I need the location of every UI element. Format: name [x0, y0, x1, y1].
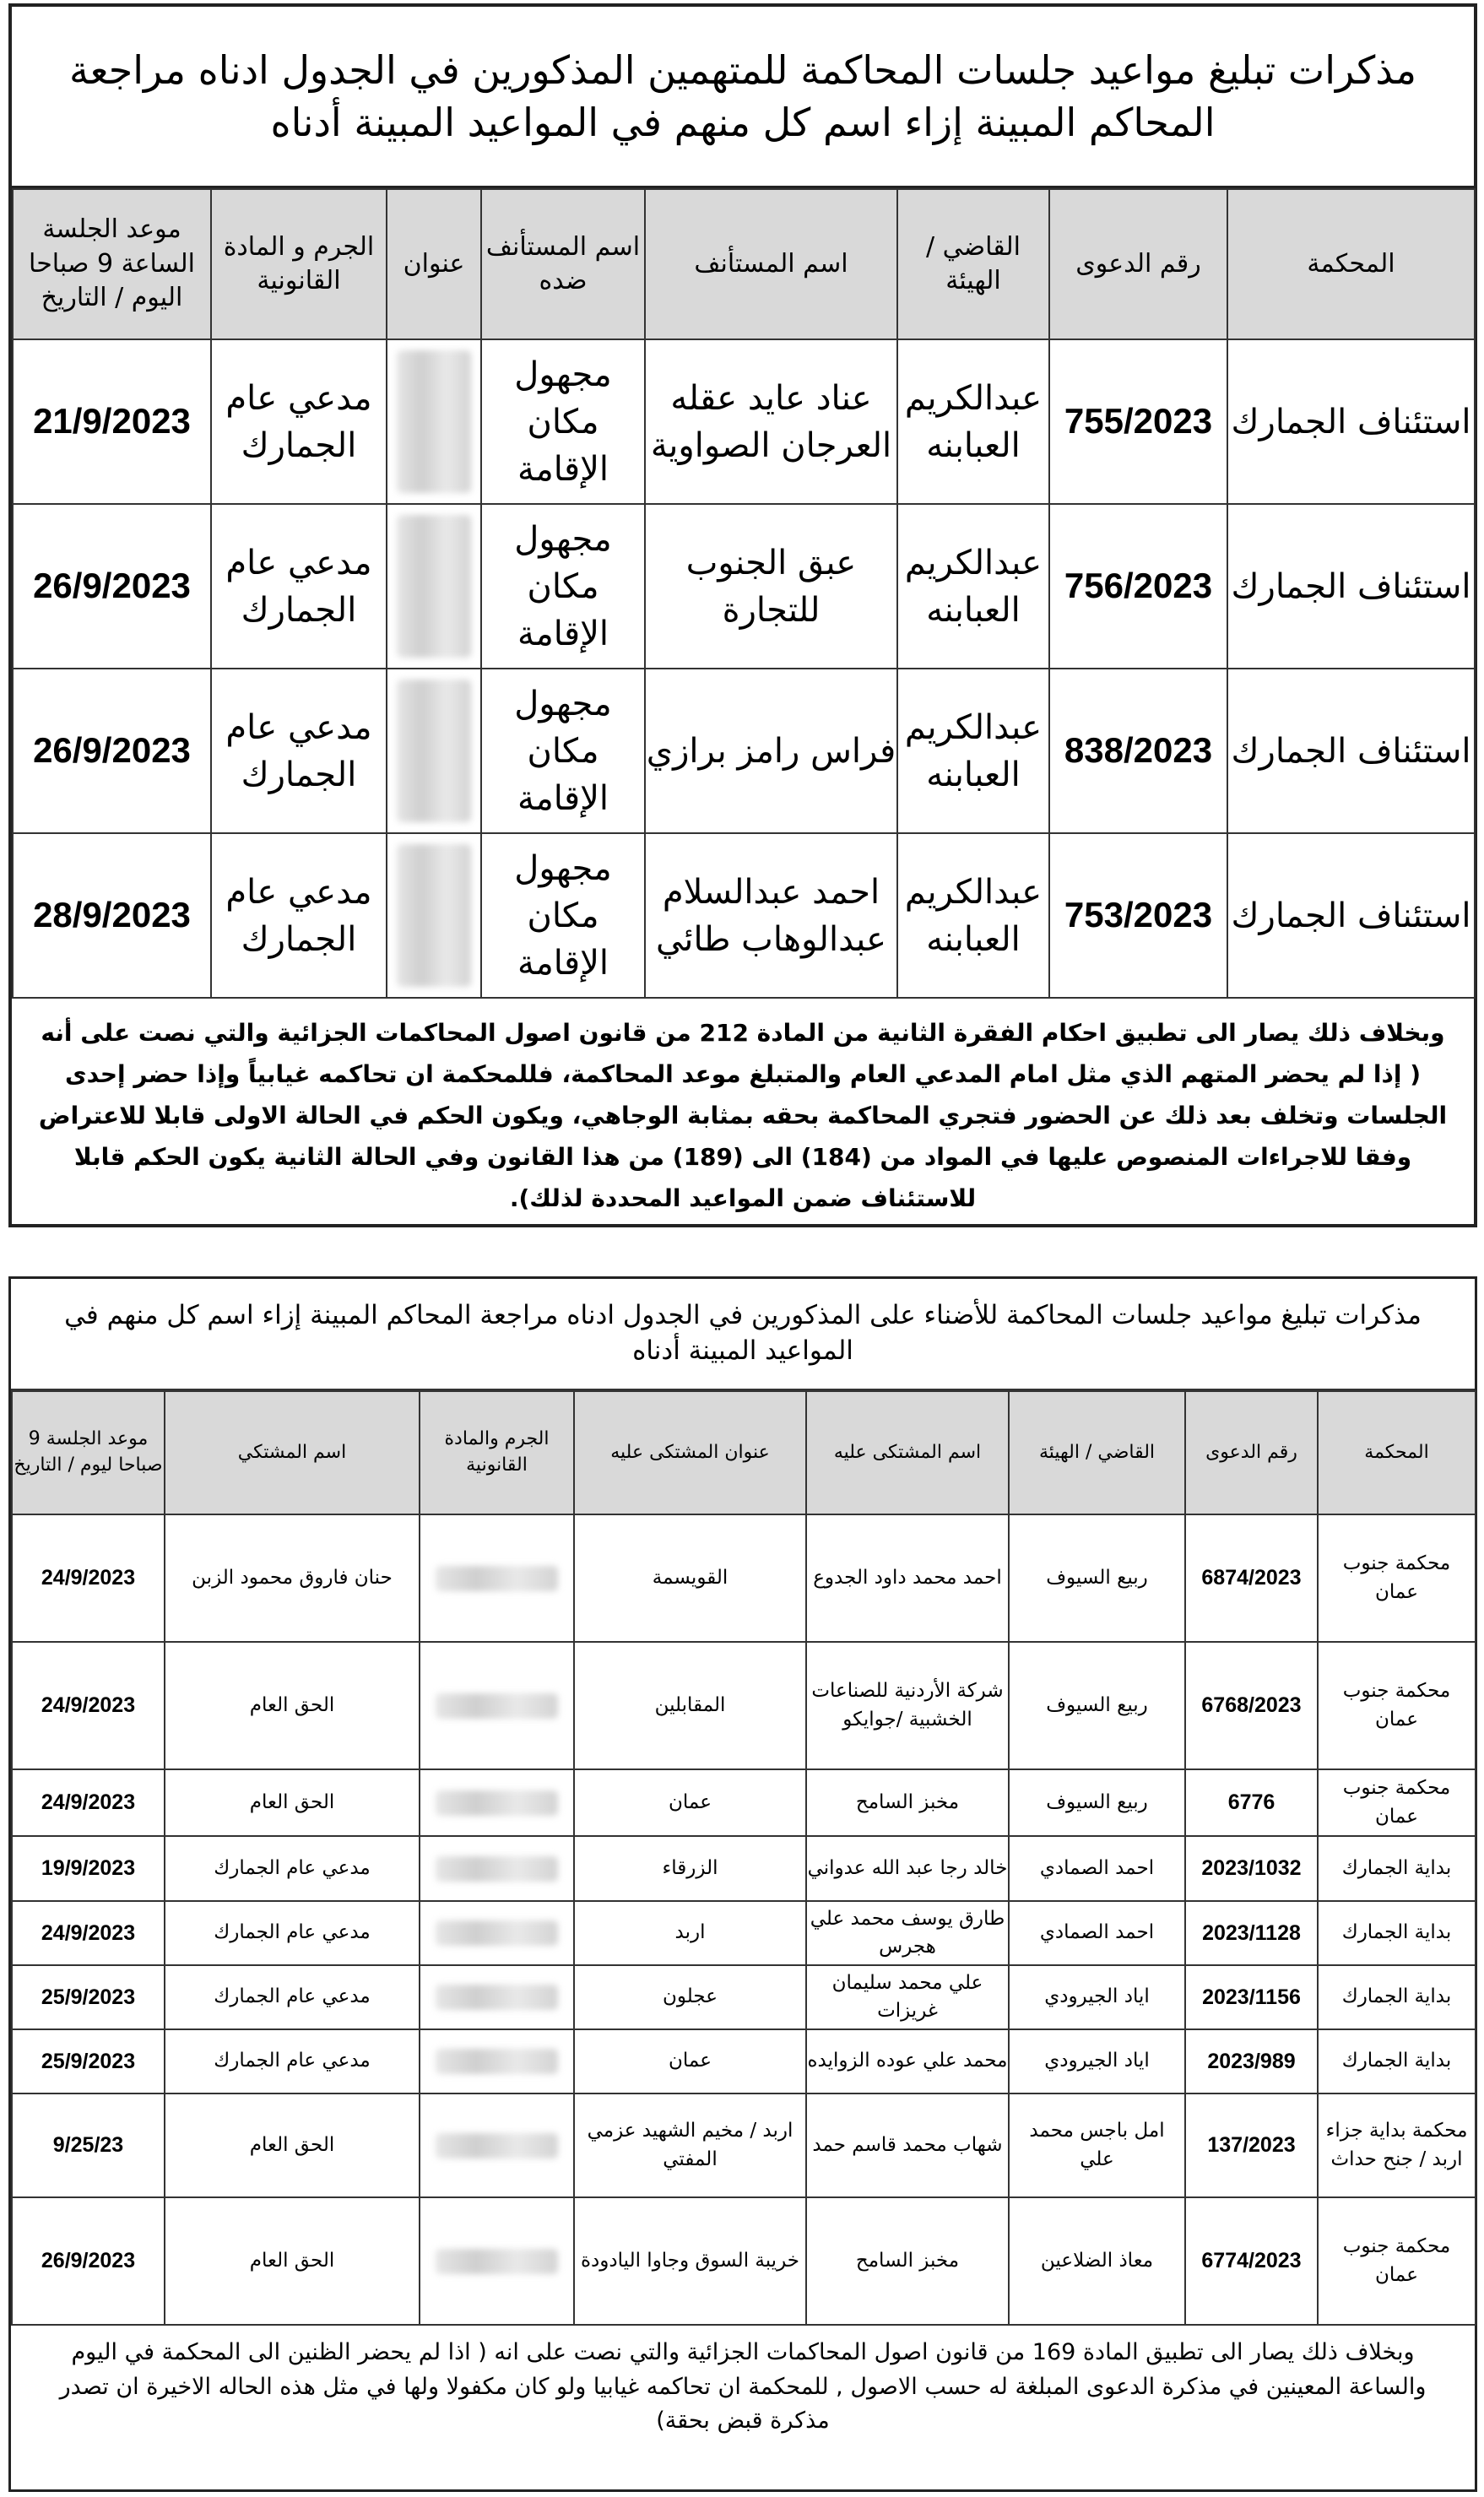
date-cell: 24/9/2023 [12, 1769, 165, 1836]
date-cell: 26/9/2023 [12, 2197, 165, 2325]
column-header: اسم المشتكى عليه [806, 1391, 1009, 1514]
column-header: المحكمة [1227, 189, 1475, 339]
column-header: اسم المستأنف [645, 189, 897, 339]
table-row [12, 1769, 1476, 1836]
address-cell: الزرقاء [574, 1836, 806, 1901]
date-cell: 26/9/2023 [13, 669, 211, 833]
complainant-cell: مدعي عام الجمارك [165, 1836, 420, 1901]
column-header: موعد الجلسة الساعة 9 صباحا اليوم / التاريخ [13, 189, 211, 339]
redaction-blur [436, 2249, 558, 2274]
date-cell: 25/9/2023 [12, 1965, 165, 2029]
address-cell: عمان [574, 2029, 806, 2093]
case-number-cell: 838/2023 [1049, 669, 1227, 833]
judge-cell: عبدالكريم العبابنه [897, 339, 1049, 504]
address-cell: خريبة السوق وجاوا اليادودة [574, 2197, 806, 2325]
court-cell: محكمة جنوب عمان [1318, 2197, 1476, 2325]
defendant-cell: علي محمد سليمان غريزات [806, 1965, 1009, 2029]
appellant-cell: فراس رامز برازي [645, 669, 897, 833]
table-row [12, 2029, 1476, 2093]
case-number-cell: 6874/2023 [1185, 1514, 1318, 1642]
judge-cell: عبدالكريم العبابنه [897, 669, 1049, 833]
crime-cell: مدعي عام الجمارك [211, 339, 387, 504]
judge-cell: عبدالكريم العبابنه [897, 833, 1049, 998]
column-header: رقم الدعوى [1185, 1391, 1318, 1514]
redaction-blur [436, 1790, 558, 1816]
date-cell: 9/25/23 [12, 2093, 165, 2197]
column-header: القاضي / الهيئة [1009, 1391, 1185, 1514]
address-cell: عجلون [574, 1965, 806, 2029]
redaction-blur [436, 1566, 558, 1591]
court-cell: محكمة بداية جزاء اربد / جنح حداث [1318, 2093, 1476, 2197]
court-cell: بداية الجمارك [1318, 2029, 1476, 2093]
judge-cell: ربيع السيوف [1009, 1514, 1185, 1642]
address-cell: القويسمة [574, 1514, 806, 1642]
crime-cell-redacted [420, 2093, 574, 2197]
notice-defendants [8, 1276, 1477, 2492]
defendant-cell: محمد علي عوده الزوايده [806, 2029, 1009, 2093]
table-row [13, 669, 1475, 833]
notice-appeals [8, 3, 1477, 1227]
crime-cell-redacted [420, 2029, 574, 2093]
complainant-cell: الحق العام [165, 2093, 420, 2197]
redaction-blur [436, 2133, 558, 2158]
crime-cell-redacted [420, 1965, 574, 2029]
case-number-cell: 2023/1128 [1185, 1901, 1318, 1965]
court-cell: استئناف الجمارك [1227, 833, 1475, 998]
table-row [12, 1836, 1476, 1901]
case-number-cell: 137/2023 [1185, 2093, 1318, 2197]
court-cell: بداية الجمارك [1318, 1901, 1476, 1965]
redaction-blur [397, 844, 471, 988]
column-header: موعد الجلسة 9 صباحا ليوم / التاريخ [12, 1391, 165, 1514]
notice-title: مذكرات تبليغ مواعيد جلسات المحاكمة للمتهمين المذكورين في الجدول ادناه مراجعة المحاكم المبينة إزاء اسم كل منهم في المواعيد المبينة أدناه [12, 7, 1474, 188]
case-number-cell: 6776 [1185, 1769, 1318, 1836]
date-cell: 21/9/2023 [13, 339, 211, 504]
case-number-cell: 756/2023 [1049, 504, 1227, 669]
respondent-cell: مجهول مكان الإقامة [481, 504, 645, 669]
table-row [12, 1901, 1476, 1965]
defendant-cell: طارق يوسف محمد علي هجرس [806, 1901, 1009, 1965]
address-cell-redacted [387, 669, 481, 833]
date-cell: 24/9/2023 [12, 1514, 165, 1642]
table-row [13, 339, 1475, 504]
column-header: اسم المشتكي [165, 1391, 420, 1514]
notice-title: مذكرات تبليغ مواعيد جلسات المحاكمة للأضناء على المذكورين في الجدول ادناه مراجعة المحاكم المبينة إزاء اسم كل منهم في المواعيد المبينة أدناه [11, 1279, 1475, 1390]
table-row [12, 2093, 1476, 2197]
column-header: الجرم والمادة القانونية [420, 1391, 574, 1514]
complainant-cell: مدعي عام الجمارك [165, 1901, 420, 1965]
address-cell-redacted [387, 339, 481, 504]
address-cell-redacted [387, 833, 481, 998]
table-row [12, 1642, 1476, 1769]
redaction-blur [436, 1693, 558, 1719]
respondent-cell: مجهول مكان الإقامة [481, 833, 645, 998]
complainant-cell: الحق العام [165, 1769, 420, 1836]
defendant-cell: احمد محمد داود الجدوع [806, 1514, 1009, 1642]
redaction-blur [436, 1856, 558, 1882]
legal-note: وبخلاف ذلك يصار الى تطبيق المادة 169 من قانون اصول المحاكمات الجزائية والتي نصت على انه ( اذا لم يحضر الظنين الى المحكمة في اليوم والساعة المعينين في مذكرة الدعوى المبلغة له حسب الاصول , للمحكمة ان تحاكمه غيابيا ولو كان مكفولا ولها في مثل هذه الحاله الاخيرة ان تصدر مذكرة قبض بحقة) [59, 2339, 1427, 2434]
case-number-cell: 2023/1032 [1185, 1836, 1318, 1901]
date-cell: 25/9/2023 [12, 2029, 165, 2093]
redaction-blur [436, 1920, 558, 1946]
table-row [13, 833, 1475, 998]
defendant-cell: خالد رجا عبد الله عدواني [806, 1836, 1009, 1901]
judge-cell: اياد الجيرودي [1009, 1965, 1185, 2029]
case-number-cell: 6768/2023 [1185, 1642, 1318, 1769]
complainant-cell: مدعي عام الجمارك [165, 1965, 420, 2029]
crime-cell: مدعي عام الجمارك [211, 833, 387, 998]
case-number-cell: 755/2023 [1049, 339, 1227, 504]
defendant-cell: شركة الأردنية للصناعات الخشبية /جوايكو [806, 1642, 1009, 1769]
case-number-cell: 6774/2023 [1185, 2197, 1318, 2325]
crime-cell-redacted [420, 1514, 574, 1642]
column-header: الجرم و المادة القانونية [211, 189, 387, 339]
table-row [12, 2197, 1476, 2325]
judge-cell: ربيع السيوف [1009, 1769, 1185, 1836]
column-header: رقم الدعوى [1049, 189, 1227, 339]
crime-cell-redacted [420, 1836, 574, 1901]
address-cell: عمان [574, 1769, 806, 1836]
court-cell: استئناف الجمارك [1227, 504, 1475, 669]
column-header: اسم المستأنف ضده [481, 189, 645, 339]
appellant-cell: عناد عايد عقله العرجان الصواوية [645, 339, 897, 504]
date-cell: 19/9/2023 [12, 1836, 165, 1901]
case-number-cell: 753/2023 [1049, 833, 1227, 998]
case-number-cell: 2023/1156 [1185, 1965, 1318, 2029]
judge-cell: امل باجس محمد علي [1009, 2093, 1185, 2197]
date-cell: 24/9/2023 [12, 1901, 165, 1965]
court-cell: استئناف الجمارك [1227, 669, 1475, 833]
judge-cell: معاذ الضلاعين [1009, 2197, 1185, 2325]
date-cell: 26/9/2023 [13, 504, 211, 669]
complainant-cell: مدعي عام الجمارك [165, 2029, 420, 2093]
judge-cell: اياد الجيرودي [1009, 2029, 1185, 2093]
crime-cell: مدعي عام الجمارك [211, 669, 387, 833]
court-cell: بداية الجمارك [1318, 1836, 1476, 1901]
judge-cell: احمد الصمادي [1009, 1901, 1185, 1965]
appeals-table [12, 188, 1476, 999]
crime-cell: مدعي عام الجمارك [211, 504, 387, 669]
address-cell-redacted [387, 504, 481, 669]
defendants-table [11, 1390, 1476, 2326]
address-cell: المقابلين [574, 1642, 806, 1769]
column-header: عنوان [387, 189, 481, 339]
judge-cell: ربيع السيوف [1009, 1642, 1185, 1769]
redaction-blur [397, 680, 471, 823]
column-header: عنوان المشتكى عليه [574, 1391, 806, 1514]
court-cell: بداية الجمارك [1318, 1965, 1476, 2029]
judge-cell: احمد الصمادي [1009, 1836, 1185, 1901]
court-cell: استئناف الجمارك [1227, 339, 1475, 504]
redaction-blur [397, 515, 471, 658]
respondent-cell: مجهول مكان الإقامة [481, 339, 645, 504]
table-row [12, 1514, 1476, 1642]
column-header: المحكمة [1318, 1391, 1476, 1514]
table-row [12, 1965, 1476, 2029]
address-cell: اربد [574, 1901, 806, 1965]
case-number-cell: 2023/989 [1185, 2029, 1318, 2093]
defendant-cell: مخبز السامح [806, 2197, 1009, 2325]
table-row [13, 504, 1475, 669]
legal-note: وبخلاف ذلك يصار الى تطبيق احكام الفقرة الثانية من المادة 212 من قانون اصول المحاكمات الجزائية والتي نصت على أنه ( إذا لم يحضر المتهم الذي مثل امام المدعي العام والمتبلغ موعد المحاكمة، فللمحكمة ان تحاكمه غيابياً وإذا حضر إحدى الجلسات وتخلف بعد ذلك عن الحضور فتجري المحاكمة بحقه بمثابة الوجاهي، ويكون الحكم في الحالة الاولى قابلا للاعتراض وفقا للاجراءات المنصوص عليها في المواد من (184) الى (189) من هذا القانون وفي الحالة الثانية يكون الحكم قابلا للاستئناف ضمن المواعيد المحددة لذلك). [38, 1019, 1448, 1212]
court-cell: محكمة جنوب عمان [1318, 1769, 1476, 1836]
redaction-blur [436, 1985, 558, 2010]
date-cell: 28/9/2023 [13, 833, 211, 998]
crime-cell-redacted [420, 1769, 574, 1836]
complainant-cell: حنان فاروق محمود الزبن [165, 1514, 420, 1642]
date-cell: 24/9/2023 [12, 1642, 165, 1769]
appellant-cell: احمد عبدالسلام عبدالوهاب طائي [645, 833, 897, 998]
column-header: القاضي / الهيئة [897, 189, 1049, 339]
redaction-blur [397, 350, 471, 494]
crime-cell-redacted [420, 1901, 574, 1965]
appellant-cell: عبق الجنوب للتجارة [645, 504, 897, 669]
address-cell: اربد / مخيم الشهيد عزمي المفتي [574, 2093, 806, 2197]
redaction-blur [436, 2049, 558, 2074]
complainant-cell: الحق العام [165, 1642, 420, 1769]
judge-cell: عبدالكريم العبابنه [897, 504, 1049, 669]
court-cell: محكمة جنوب عمان [1318, 1642, 1476, 1769]
defendant-cell: مخبز السامح [806, 1769, 1009, 1836]
complainant-cell: الحق العام [165, 2197, 420, 2325]
respondent-cell: مجهول مكان الإقامة [481, 669, 645, 833]
court-cell: محكمة جنوب عمان [1318, 1514, 1476, 1642]
defendant-cell: شهاب محمد قاسم حمد [806, 2093, 1009, 2197]
crime-cell-redacted [420, 1642, 574, 1769]
crime-cell-redacted [420, 2197, 574, 2325]
